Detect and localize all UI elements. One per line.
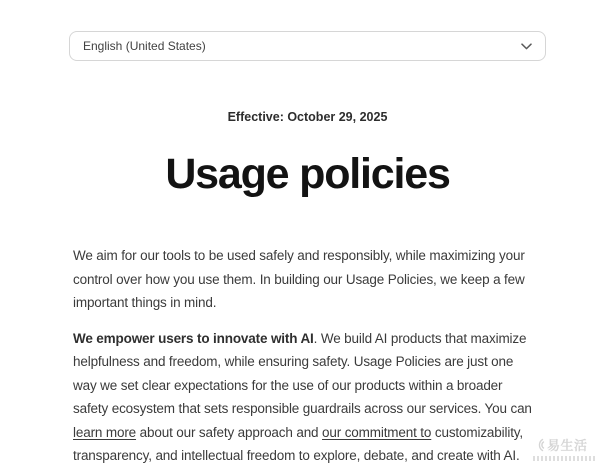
- watermark-text: 易生活: [547, 438, 588, 453]
- watermark-row: [533, 435, 599, 454]
- body-text: . We build AI products that maximize helpfulness and freedom, while ensuring safety. Usage Policies are just one way we set clear expectations for the use of our products within a broader safety ecosystem that sets responsible guardrails across our services. You can: [73, 330, 532, 416]
- language-selector-value: English (United States): [83, 39, 206, 53]
- language-selector[interactable]: [69, 31, 546, 61]
- body-text: We aim for our tools to be used safely and responsibly, while maximizing your control over how you use them. In building our Usage Policies, we keep a few important things in mind.: [73, 248, 525, 310]
- body-text: about our safety approach and: [136, 424, 323, 440]
- watermark-signal-icon: [533, 438, 546, 452]
- article-container: [69, 31, 546, 468]
- inline-link[interactable]: our commitment to: [322, 424, 432, 440]
- page-title: Usage policies: [165, 150, 450, 198]
- inline-link[interactable]: learn more: [73, 424, 137, 440]
- article-body: [69, 244, 546, 468]
- paragraph: [73, 244, 533, 315]
- chevron-down-icon: [521, 43, 532, 50]
- bold-text: We empower users to innovate with AI: [73, 330, 314, 346]
- body-text: customizability, transparency, and intellectual freedom to explore, debate, and create with AI.: [73, 424, 523, 463]
- paragraph: [73, 327, 533, 468]
- effective-date: Effective: October 29, 2025: [227, 110, 388, 124]
- watermark-subtext-illegible: [533, 456, 595, 461]
- watermark: [533, 435, 599, 461]
